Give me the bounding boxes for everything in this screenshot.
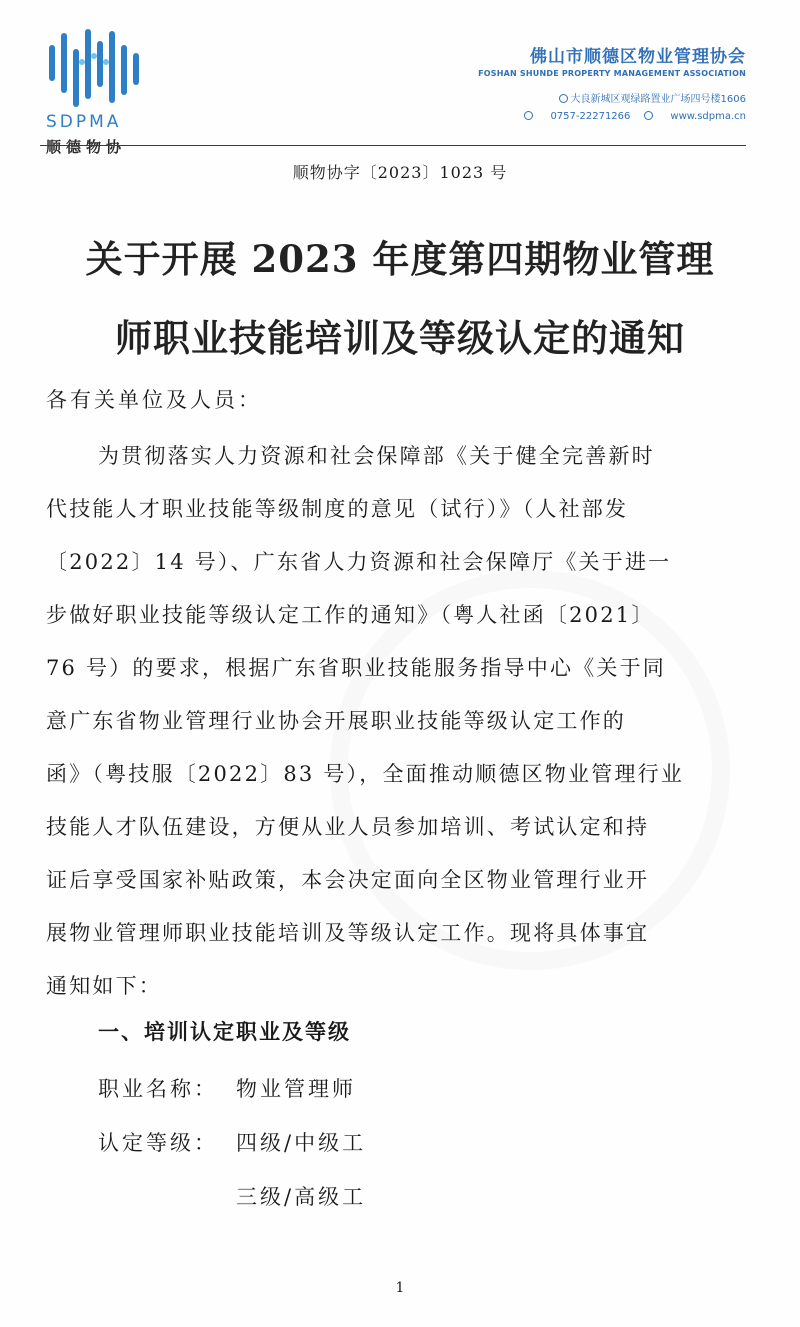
salutation: 各有关单位及人员： [46, 388, 262, 412]
globe-icon [644, 111, 653, 120]
association-address [478, 90, 746, 105]
document-number: 顺物协字〔2023〕1023 号 [292, 163, 508, 182]
body-line: 展物业管理师职业技能培训及等级认定工作。现将具体事宜 [46, 921, 650, 945]
level-item: 三级/高级工 [236, 1185, 367, 1209]
association-name: 佛山市顺德区物业管理协会 [530, 47, 746, 67]
document-title-line-1: 关于开展 2023 年度第四期物业管理 [85, 237, 715, 281]
body-line: 证后享受国家补贴政策，本会决定面向全区物业管理行业开 [46, 868, 650, 892]
page-number: 1 [395, 1280, 405, 1296]
body-line: 代技能人才职业技能等级制度的意见（试行）》（人社部发 [46, 497, 629, 521]
occupation-value: 物业管理师 [236, 1077, 356, 1101]
body-line: 技能人才队伍建设，方便从业人员参加培训、考试认定和持 [46, 815, 650, 839]
section-1-heading: 一、培训认定职业及等级 [98, 1020, 351, 1044]
body-line: 步做好职业技能等级认定工作的通知》（粤人社函〔2021〕 [46, 603, 655, 627]
level-label: 认定等级： [98, 1131, 218, 1155]
body-line: 通知如下： [46, 974, 162, 998]
logo-chinese-name: 顺德物协 [46, 138, 127, 156]
body-line: 76 号）的要求，根据广东省职业技能服务指导中心《关于同 [46, 656, 666, 680]
association-english-name: FOSHAN SHUNDE PROPERTY MANAGEMENT ASSOCIATION [478, 69, 746, 78]
document-title-line-2: 师职业技能培训及等级认定的通知 [115, 316, 685, 360]
body-line: 〔2022〕14 号）、广东省人力资源和社会保障厅《关于进一 [46, 550, 672, 574]
location-pin-icon [559, 94, 568, 103]
body-line: 意广东省物业管理行业协会开展职业技能等级认定工作的 [46, 709, 626, 733]
level-item: 四级/中级工 [236, 1131, 367, 1155]
body-line: 函》（粤技服〔2022〕83 号），全面推动顺德区物业管理行业 [46, 762, 685, 786]
phone-icon [524, 111, 533, 120]
header-divider [40, 145, 746, 146]
association-contact [478, 111, 746, 122]
association-logo [40, 26, 150, 156]
website-text: www.sdpma.cn [670, 111, 746, 122]
occupation-label: 职业名称： [98, 1077, 218, 1101]
association-info [478, 42, 746, 122]
phone-text: 0757-22271266 [550, 111, 631, 122]
body-line: 为贯彻落实人力资源和社会保障部《关于健全完善新时 [98, 444, 655, 468]
address-text: 大良新城区观绿路置业广场四号楼1606 [570, 94, 746, 105]
logo-wordmark: SDPMA [46, 112, 122, 132]
logo-bars-icon [44, 26, 148, 108]
